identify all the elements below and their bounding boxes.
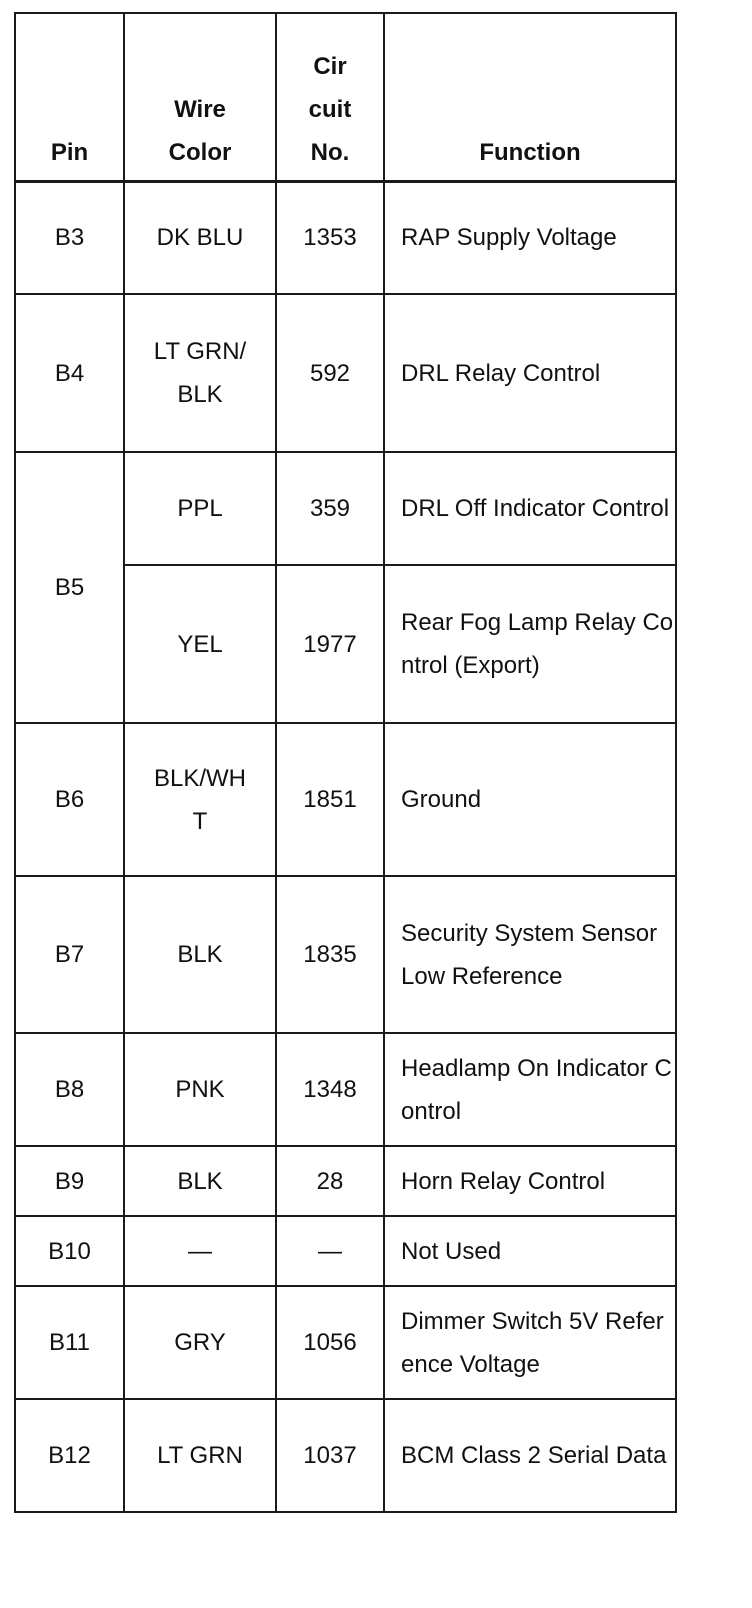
circuit-cell: 1056 [276, 1286, 384, 1399]
wire-color-cell: DK BLU [124, 181, 276, 294]
function-cell: Dimmer Switch 5V Reference Voltage [384, 1286, 676, 1399]
pin-cell: B6 [15, 723, 124, 876]
header-wire-color [124, 13, 276, 181]
wire-color-cell: PPL [124, 452, 276, 565]
header-pin: Pin [15, 13, 124, 181]
circuit-cell: 1835 [276, 876, 384, 1033]
header-circuit-no [276, 13, 384, 181]
table-row [15, 1033, 676, 1146]
function-cell: DRL Off Indicator Control [384, 452, 676, 565]
table-row [15, 1216, 676, 1286]
pin-cell: B3 [15, 181, 124, 294]
wire-color-cell: — [124, 1216, 276, 1286]
wire-color-cell: YEL [124, 565, 276, 723]
circuit-cell: 1348 [276, 1033, 384, 1146]
wire-color-cell: BLK [124, 1146, 276, 1216]
wire-color-cell: LT GRN/BLK [124, 294, 276, 452]
header-circuit-line3: No. [310, 138, 350, 166]
function-cell: Ground [384, 723, 676, 876]
header-function: Function [384, 13, 676, 181]
circuit-cell: 1851 [276, 723, 384, 876]
pin-cell: B5 [15, 452, 124, 723]
table-row [15, 723, 676, 876]
table-row [15, 1286, 676, 1399]
circuit-cell: — [276, 1216, 384, 1286]
connector-pin-table [14, 12, 677, 1513]
wire-color-cell: PNK [124, 1033, 276, 1146]
wire-color-cell: BLK [124, 876, 276, 1033]
function-cell: Headlamp On Indicator Control [384, 1033, 676, 1146]
wire-color-cell: BLK/WHT [124, 723, 276, 876]
function-cell: Rear Fog Lamp Relay Control (Export) [384, 565, 676, 723]
function-cell: Not Used [384, 1216, 676, 1286]
function-cell: Security System Sensor Low Reference [384, 876, 676, 1033]
pin-cell: B9 [15, 1146, 124, 1216]
circuit-cell: 359 [276, 452, 384, 565]
header-circuit-line2: cuit [308, 95, 352, 123]
function-cell: RAP Supply Voltage [384, 181, 676, 294]
circuit-cell: 28 [276, 1146, 384, 1216]
circuit-cell: 592 [276, 294, 384, 452]
pin-cell: B7 [15, 876, 124, 1033]
header-wire-color-line1: Wire [174, 95, 226, 123]
table-row [15, 1399, 676, 1512]
function-cell: Horn Relay Control [384, 1146, 676, 1216]
pin-cell: B10 [15, 1216, 124, 1286]
header-circuit-line1: Cir [313, 52, 347, 80]
table-row [15, 452, 676, 565]
table-row [15, 1146, 676, 1216]
function-cell: DRL Relay Control [384, 294, 676, 452]
function-cell: BCM Class 2 Serial Data [384, 1399, 676, 1512]
pin-cell: B8 [15, 1033, 124, 1146]
pin-cell: B4 [15, 294, 124, 452]
wire-color-cell: GRY [124, 1286, 276, 1399]
table-row [15, 294, 676, 452]
circuit-cell: 1977 [276, 565, 384, 723]
pin-cell: B11 [15, 1286, 124, 1399]
header-row [15, 13, 676, 181]
circuit-cell: 1037 [276, 1399, 384, 1512]
circuit-cell: 1353 [276, 181, 384, 294]
wire-color-cell: LT GRN [124, 1399, 276, 1512]
pin-cell: B12 [15, 1399, 124, 1512]
table-row [15, 181, 676, 294]
table-row [15, 876, 676, 1033]
header-wire-color-line2: Color [168, 138, 232, 166]
